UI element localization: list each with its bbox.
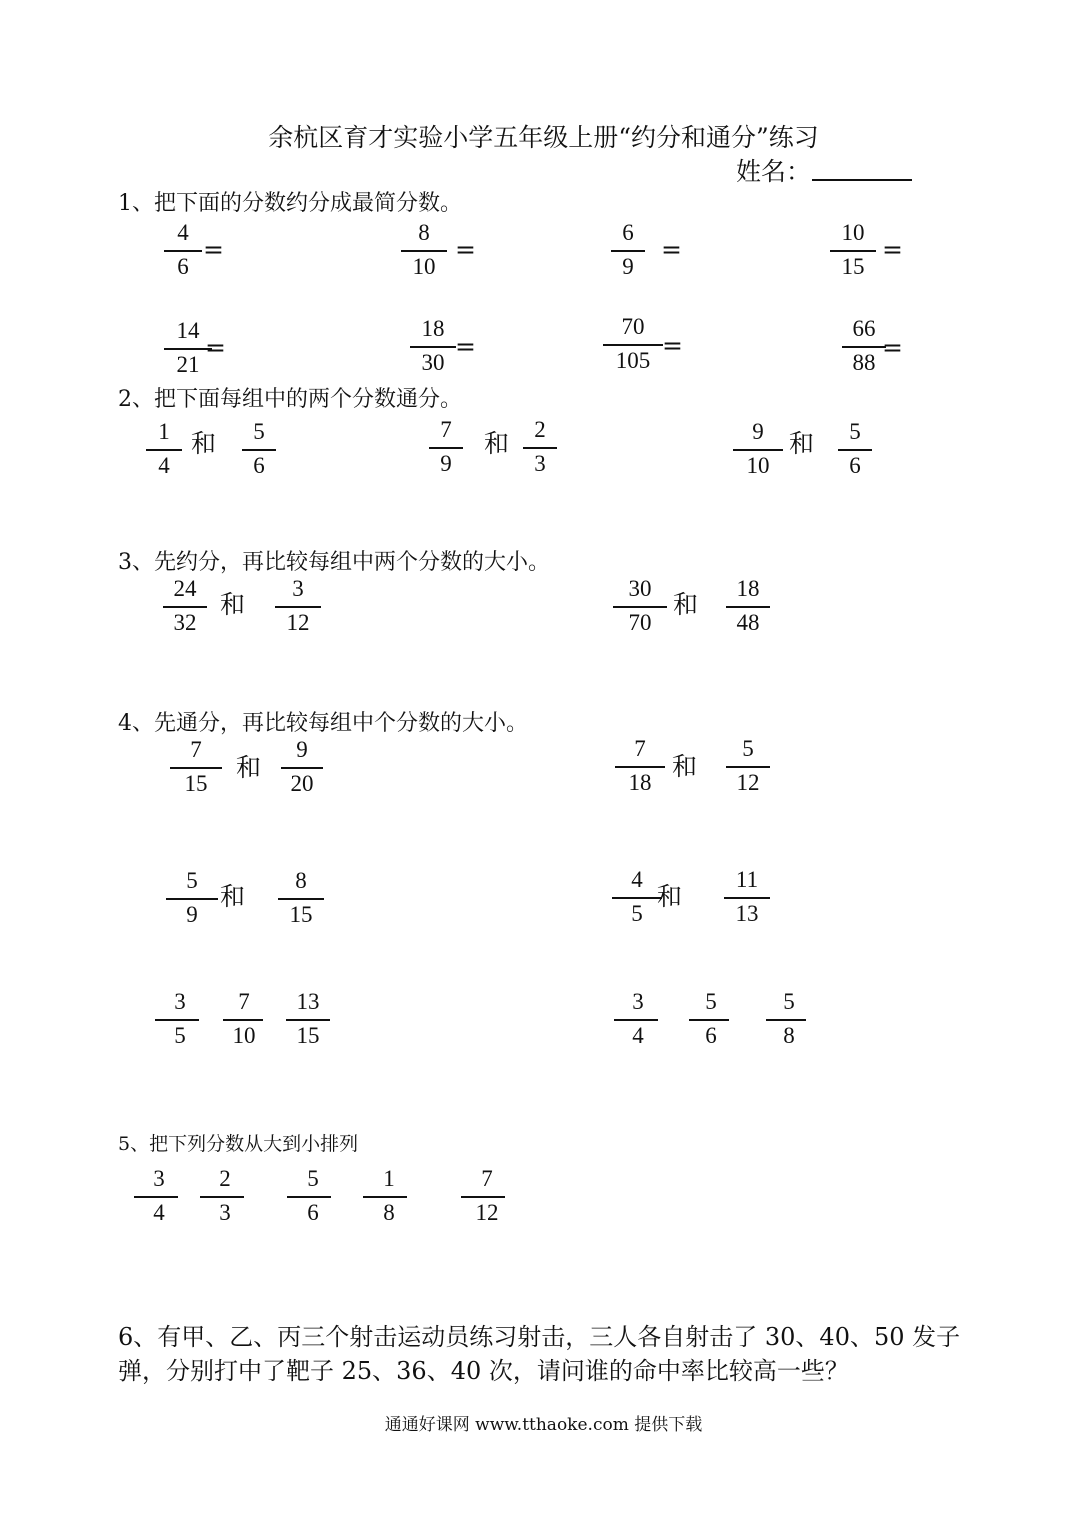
fraction-bar [733,449,783,451]
denominator: 10 [746,453,770,478]
denominator: 5 [631,901,643,926]
fraction-bar [401,250,447,252]
fraction-bar [410,346,456,348]
fraction-bar [614,1019,658,1021]
fraction-bar [611,250,645,252]
numerator: 18 [736,576,760,601]
numerator: 9 [752,419,764,444]
denominator: 4 [158,453,170,478]
denominator: 9 [622,254,634,279]
denominator: 18 [628,770,652,795]
footer-credit: 通通好课网 www.tthaoke.com 提供下载 [384,1415,703,1435]
denominator: 15 [841,254,865,279]
numerator: 7 [238,989,250,1014]
fraction-bar [613,606,667,608]
fraction-bar [146,449,182,451]
numerator: 66 [852,316,876,341]
fraction-bar [726,766,770,768]
question-4-prompt: 4、先通分，再比较每组中个分数的大小。 [118,711,528,736]
numerator: 4 [177,220,189,245]
name-label: 姓名： [736,157,812,186]
denominator: 6 [177,254,189,279]
numerator: 5 [849,419,861,444]
numerator: 8 [295,868,307,893]
fraction-bar [461,1196,505,1198]
numerator: 5 [307,1166,319,1191]
fraction-bar [612,897,662,899]
fraction-bar [766,1019,806,1021]
denominator: 70 [628,610,652,635]
fraction-bar [615,766,665,768]
numerator: 4 [631,867,643,892]
denominator: 10 [232,1023,256,1048]
fraction-bar [278,898,324,900]
fraction-bar [200,1196,244,1198]
fraction-bar [286,1019,330,1021]
fraction-bar [164,250,202,252]
numerator: 7 [634,736,646,761]
numerator: 30 [628,576,652,601]
denominator: 8 [383,1200,395,1225]
question-6-line-1: 6、有甲、乙、丙三个射击运动员练习射击，三人各自射击了 30、40、50 发子 [118,1323,961,1351]
and-word: 和 [220,882,246,911]
numerator: 70 [621,314,645,339]
denominator: 12 [286,610,310,635]
question-3-prompt: 3、先约分，再比较每组中两个分数的大小。 [118,550,550,575]
numerator: 10 [841,220,865,245]
numerator: 5 [742,736,754,761]
numerator: 24 [173,576,197,601]
equals-sign: = [882,333,903,362]
and-word: 和 [657,882,683,911]
fraction-bar [726,606,770,608]
question-2-prompt: 2、把下面每组中的两个分数通分。 [118,387,462,412]
and-word: 和 [220,590,246,619]
and-word: 和 [236,753,262,782]
numerator: 5 [253,419,265,444]
denominator: 9 [440,451,452,476]
denominator: 5 [174,1023,186,1048]
denominator: 3 [219,1200,231,1225]
denominator: 6 [307,1200,319,1225]
fraction-bar [838,449,872,451]
denominator: 10 [412,254,436,279]
and-word: 和 [789,429,815,458]
and-word: 和 [191,429,217,458]
fraction-bar [689,1019,729,1021]
name-blank-line [812,179,912,181]
denominator: 4 [153,1200,165,1225]
equals-sign: = [882,235,903,264]
question-5-prompt: 5、把下列分数从大到小排列 [118,1133,359,1155]
numerator: 9 [296,737,308,762]
numerator: 1 [158,419,170,444]
numerator: 6 [622,220,634,245]
numerator: 3 [174,989,186,1014]
denominator: 12 [475,1200,499,1225]
numerator: 5 [783,989,795,1014]
denominator: 6 [705,1023,717,1048]
denominator: 8 [783,1023,795,1048]
numerator: 13 [296,989,320,1014]
numerator: 7 [440,417,452,442]
fraction-bar [603,344,663,346]
fraction-bar [242,449,276,451]
worksheet-title: 余杭区育才实验小学五年级上册“约分和通分”练习 [268,123,819,152]
denominator: 12 [736,770,760,795]
denominator: 6 [253,453,265,478]
and-word: 和 [484,429,510,458]
fraction-bar [275,606,321,608]
denominator: 21 [176,352,200,377]
numerator: 5 [705,989,717,1014]
equals-sign: = [662,331,683,360]
fraction-bar [166,898,218,900]
numerator: 2 [534,417,546,442]
numerator: 3 [292,576,304,601]
fraction-bar [170,767,222,769]
numerator: 7 [481,1166,493,1191]
equals-sign: = [661,235,682,264]
equals-sign: = [203,235,224,264]
denominator: 20 [290,771,314,796]
denominator: 105 [615,348,651,373]
denominator: 15 [296,1023,320,1048]
denominator: 30 [421,350,445,375]
denominator: 32 [173,610,197,635]
numerator: 1 [383,1166,395,1191]
fraction-bar [155,1019,199,1021]
denominator: 4 [632,1023,644,1048]
fraction-bar [363,1196,407,1198]
fraction-bar [223,1019,263,1021]
question-6-line-2: 弹，分别打中了靶子 25、36、40 次，请问谁的命中率比较高一些？ [118,1357,849,1385]
fraction-bar [724,897,770,899]
fraction-bar [134,1196,178,1198]
numerator: 3 [153,1166,165,1191]
numerator: 14 [176,318,200,343]
denominator: 15 [184,771,208,796]
fraction-bar [163,606,207,608]
numerator: 7 [190,737,202,762]
fraction-bar [842,346,886,348]
denominator: 88 [852,350,876,375]
denominator: 48 [736,610,760,635]
question-1-prompt: 1、把下面的分数约分成最简分数。 [118,191,462,216]
equals-sign: = [455,235,476,264]
fraction-bar [281,767,323,769]
equals-sign: = [455,332,476,361]
denominator: 15 [289,902,313,927]
fraction-bar [523,447,557,449]
denominator: 13 [735,901,759,926]
numerator: 8 [418,220,430,245]
denominator: 9 [186,902,198,927]
fraction-bar [429,447,463,449]
fraction-bar [830,250,876,252]
numerator: 2 [219,1166,231,1191]
and-word: 和 [672,752,698,781]
numerator: 18 [421,316,445,341]
denominator: 3 [534,451,546,476]
fraction-bar [287,1196,331,1198]
denominator: 6 [849,453,861,478]
numerator: 5 [186,868,198,893]
numerator: 11 [735,867,759,892]
and-word: 和 [673,590,699,619]
equals-sign: = [205,333,226,362]
numerator: 3 [632,989,644,1014]
